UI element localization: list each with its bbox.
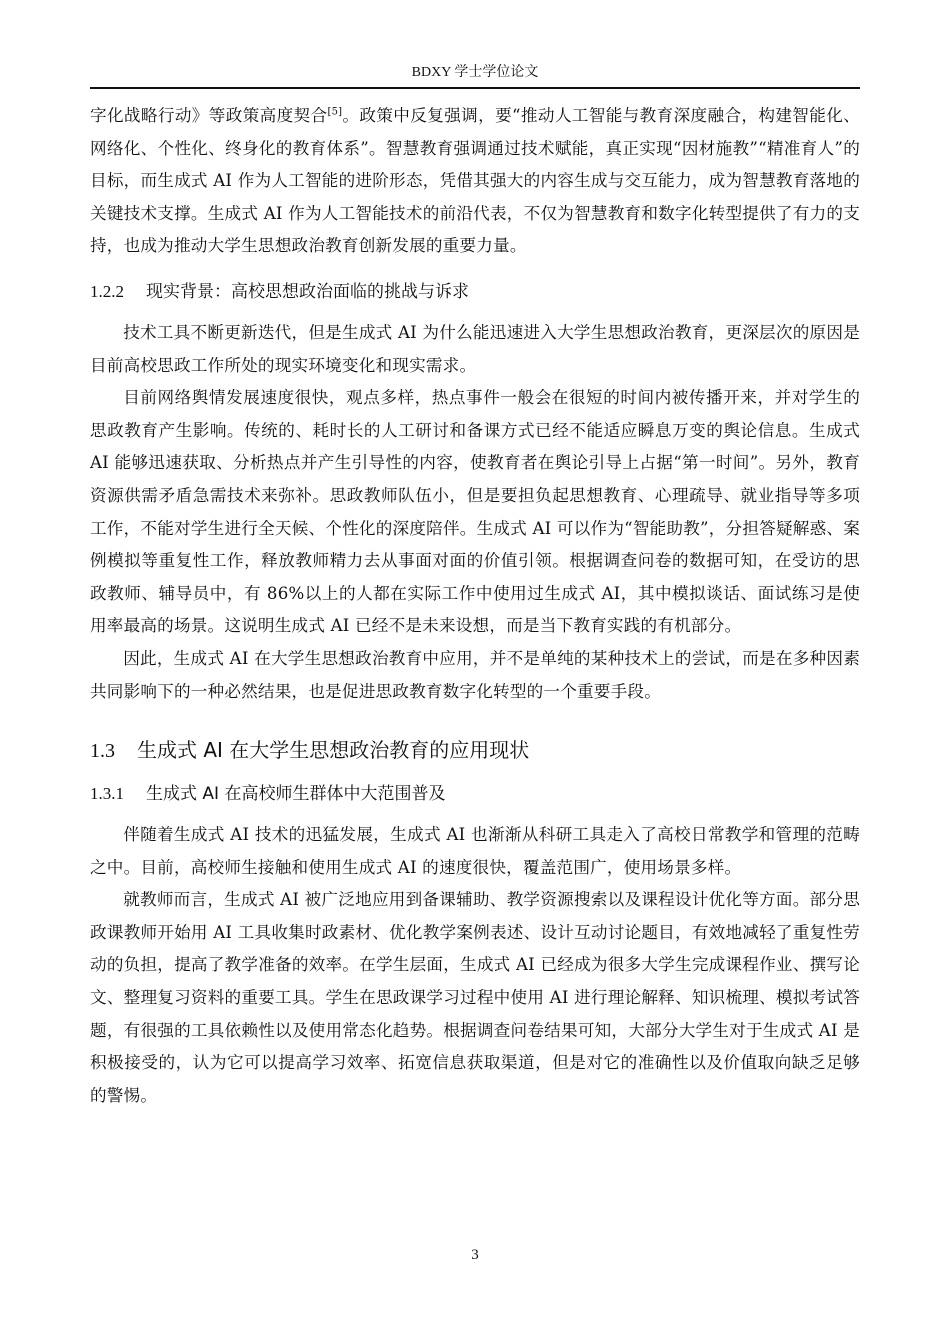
section-title: 生成式 AI 在大学生思想政治教育的应用现状 (137, 738, 530, 763)
paragraph-policy (90, 100, 860, 263)
section-number: 1.3 (90, 740, 115, 763)
section-number: 1.3.1 (90, 784, 124, 804)
section-title: 现实背景：高校思想政治面临的挑战与诉求 (146, 281, 469, 302)
section-heading-1-2-2 (90, 277, 860, 307)
paragraph-popularization: 伴随着生成式 AI 技术的迅猛发展，生成式 AI 也渐渐从科研工具走入了高校日常教学和管理的范畴之中。目前，高校师生接触和使用生成式 AI 的速度很快，覆盖范围广，使用场景多样。 (90, 825, 860, 877)
paragraph-realistic-background: 技术工具不断更新迭代，但是生成式 AI 为什么能迅速进入大学生思想政治教育，更深层次的原因是目前高校思政工作所处的现实环境变化和现实需求。 (90, 322, 860, 375)
section-heading-1-3-1 (90, 779, 860, 809)
header-divider (90, 87, 860, 89)
paragraph-teachers-students: 就教师而言，生成式 AI 被广泛地应用到备课辅助、教学资源搜索以及课程设计优化等方面。部分思政课教师开始用 AI 工具收集时政素材、优化教学案例表述、设计互动讨论题目，有效地减轻了重复性劳动的负担，提高了教学准备的效率。在学生层面，生成式 AI 已经成为很多大学生完成课程作业、撰写论文、整理复习资料的重要工具。学生在思政课学习过程中使用 AI 进行理论解释、知识梳理、模拟考试答题，有很强的工具依赖性以及使用常态化趋势。根据调查问卷结果可知，大部分大学生对于生成式 AI 是积极接受的，认为它可以提高学习效率、拓宽信息获取渠道，但是对它的准确性以及价值取向缺乏足够的警惕。 (90, 890, 860, 1105)
paragraph-conclusion: 因此，生成式 AI 在大学生思想政治教育中应用，并不是单纯的某种技术上的尝试，而是在多种因素共同影响下的一种必然结果，也是促进思政教育数字化转型的一个重要手段。 (90, 648, 860, 701)
paragraph-text: 字化战略行动》等政策高度契合 (90, 106, 328, 125)
section-heading-1-3 (90, 734, 860, 767)
page-number: 3 (471, 1247, 479, 1263)
section-title: 生成式 AI 在高校师生群体中大范围普及 (146, 784, 446, 805)
running-header: BDXY 学士学位论文 (411, 65, 539, 80)
citation-marker: [5] (327, 106, 343, 118)
page-body (90, 100, 860, 1112)
paragraph-public-opinion: 目前网络舆情发展速度很快，观点多样，热点事件一般会在很短的时间内被传播开来，并对学生的思政教育产生影响。传统的、耗时长的人工研讨和备课方式已经不能适应瞬息万变的舆论信息。生成式 AI 能够迅速获取、分析热点并产生引导性的内容，使教育者在舆论引导上占据“第一时间”。另外，教育资源供需矛盾急需技术来弥补。思政教师队伍小，但是要担负起思想教育、心理疏导、就业指导等多项工作，不能对学生进行全天候、个性化的深度陪伴。生成式 AI 可以作为“智能助教”，分担答疑解惑、案例模拟等重复性工作，释放教师精力去从事面对面的价值引领。根据调查问卷的数据可知，在受访的思政教师、辅导员中，有 86%以上的人都在实际工作中使用过生成式 AI，其中模拟谈话、面试练习是使用率最高的场景。这说明生成式 AI 已经不是未来设想，而是当下教育实践的有机部分。 (90, 388, 860, 636)
section-number: 1.2.2 (90, 281, 124, 301)
paragraph-text: 。政策中反复强调，要“推动人工智能与教育深度融合，构建智能化、网络化、个性化、终身化的教育体系”。智慧教育强调通过技术赋能，真正实现“因材施教”“精准育人”的目标，而生成式 AI 作为人工智能的进阶形态，凭借其强大的内容生成与交互能力，成为智慧教育落地的关键技术支撑。生成式 AI 作为人工智能技术的前沿代表，不仅为智慧教育和数字化转型提供了有力的支持，也成为推动大学生思想政治教育创新发展的重要力量。 (90, 106, 860, 256)
